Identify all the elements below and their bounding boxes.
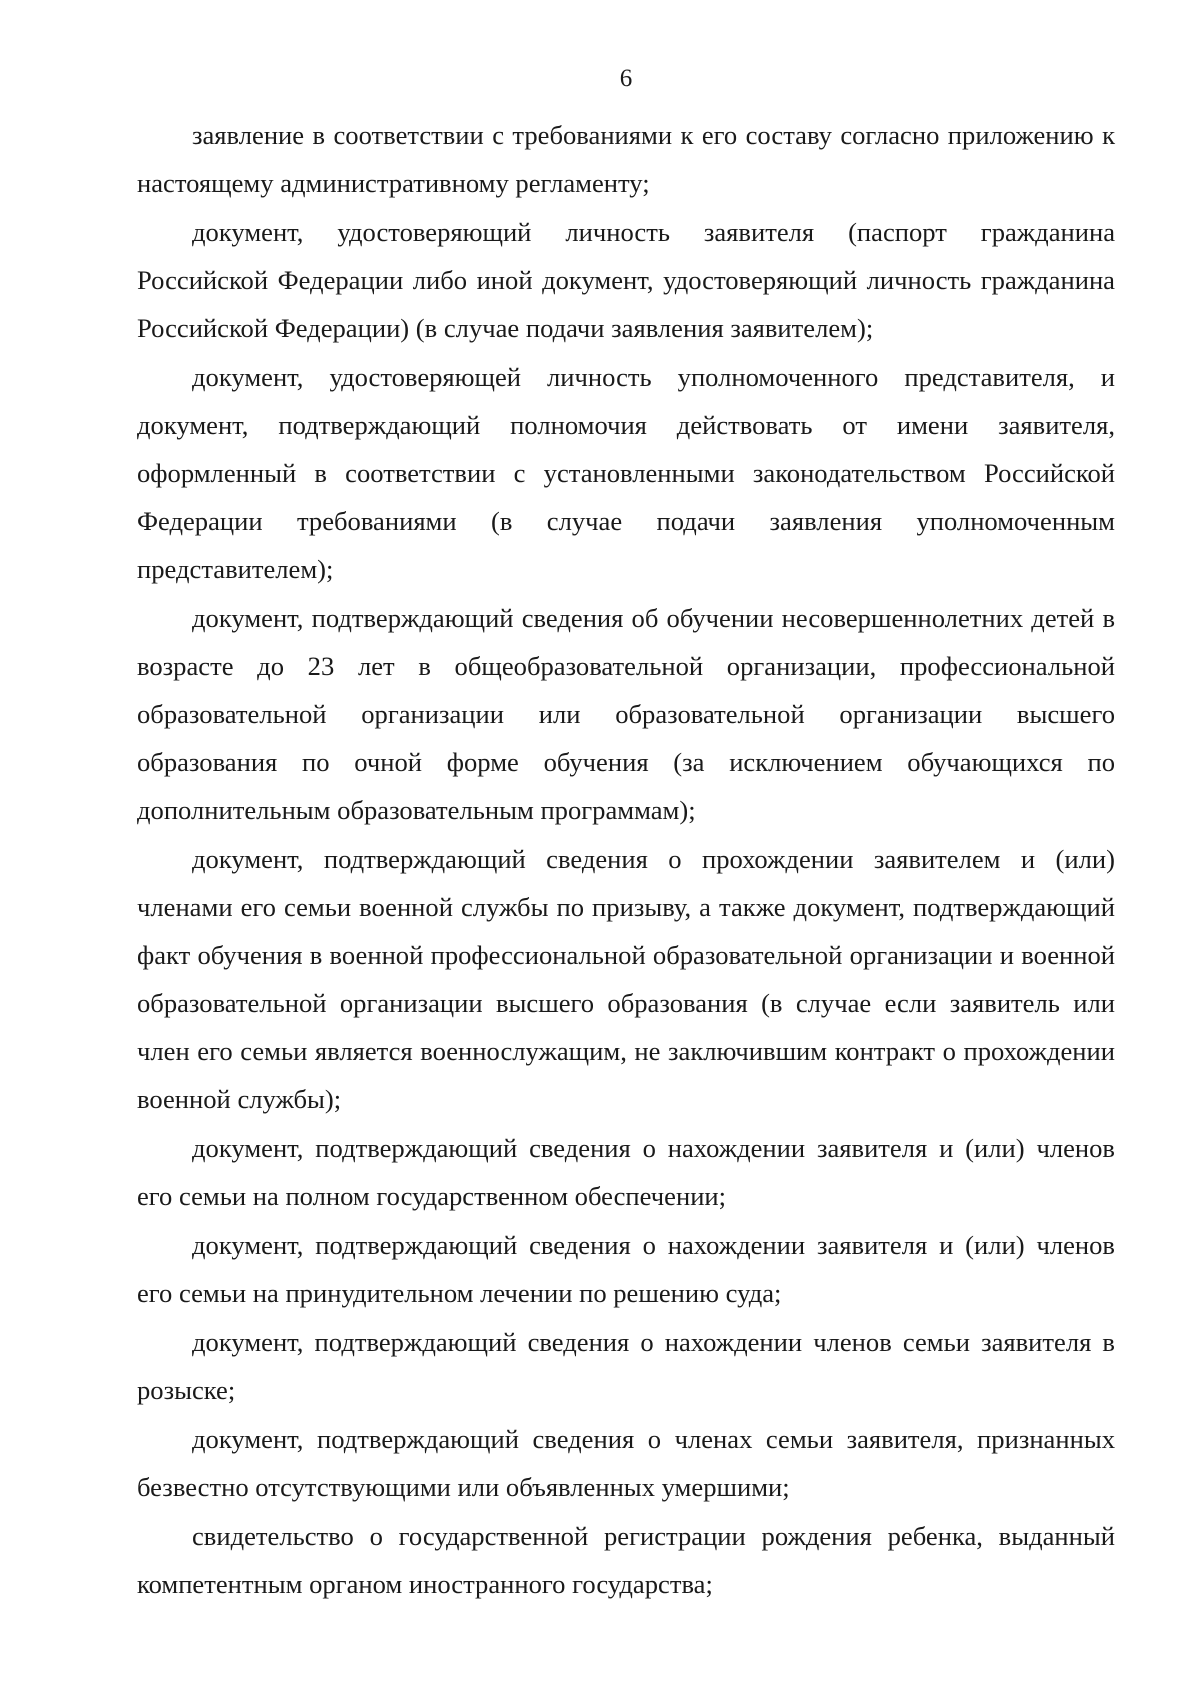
paragraph: документ, подтверждающий сведения о прохождении заявителем и (или) членами его семьи военной службы по призыву, а также документ, подтверждающий факт обучения в военной профессиональной образовательной организации и военной образовательной организации высшего образования (в случае если заявитель или член его семьи является военнослужащим, не заключившим контракт о прохождении военной службы); xyxy=(137,844,1115,1114)
paragraph: документ, удостоверяющей личность уполномоченного представителя, и документ, подтверждающий полномочия действовать от имени заявителя, оформленный в соответствии с установленными законодательством Российской Федерации требованиями (в случае подачи заявления уполномоченным представителем); xyxy=(137,362,1115,584)
paragraph: заявление в соответствии с требованиями к его составу согласно приложению к настоящему административному регламенту; xyxy=(137,120,1115,198)
paragraph: документ, подтверждающий сведения об обучении несовершеннолетних детей в возрасте до 23 лет в общеобразовательной организации, профессиональной образовательной организации или образовательной организации высшего образования по очной форме обучения (за исключением обучающихся по дополнительным образовательным программам); xyxy=(137,603,1115,825)
paragraph: документ, подтверждающий сведения о нахождении заявителя и (или) членов его семьи на полном государственном обеспечении; xyxy=(137,1133,1115,1211)
paragraph: документ, удостоверяющий личность заявителя (паспорт гражданина Российской Федерации либо иной документ, удостоверяющий личность гражданина Российской Федерации) (в случае подачи заявления заявителем); xyxy=(137,217,1115,343)
page-number: 6 xyxy=(619,65,633,92)
paragraph: свидетельство о государственной регистрации рождения ребенка, выданный компетентным органом иностранного государства; xyxy=(137,1521,1115,1599)
paragraph: документ, подтверждающий сведения о членах семьи заявителя, признанных безвестно отсутствующими или объявленных умершими; xyxy=(137,1424,1115,1502)
paragraph: документ, подтверждающий сведения о нахождении членов семьи заявителя в розыске; xyxy=(137,1327,1115,1405)
document-body xyxy=(137,111,1115,1609)
paragraph: документ, подтверждающий сведения о нахождении заявителя и (или) членов его семьи на принудительном лечении по решению суда; xyxy=(137,1230,1115,1308)
